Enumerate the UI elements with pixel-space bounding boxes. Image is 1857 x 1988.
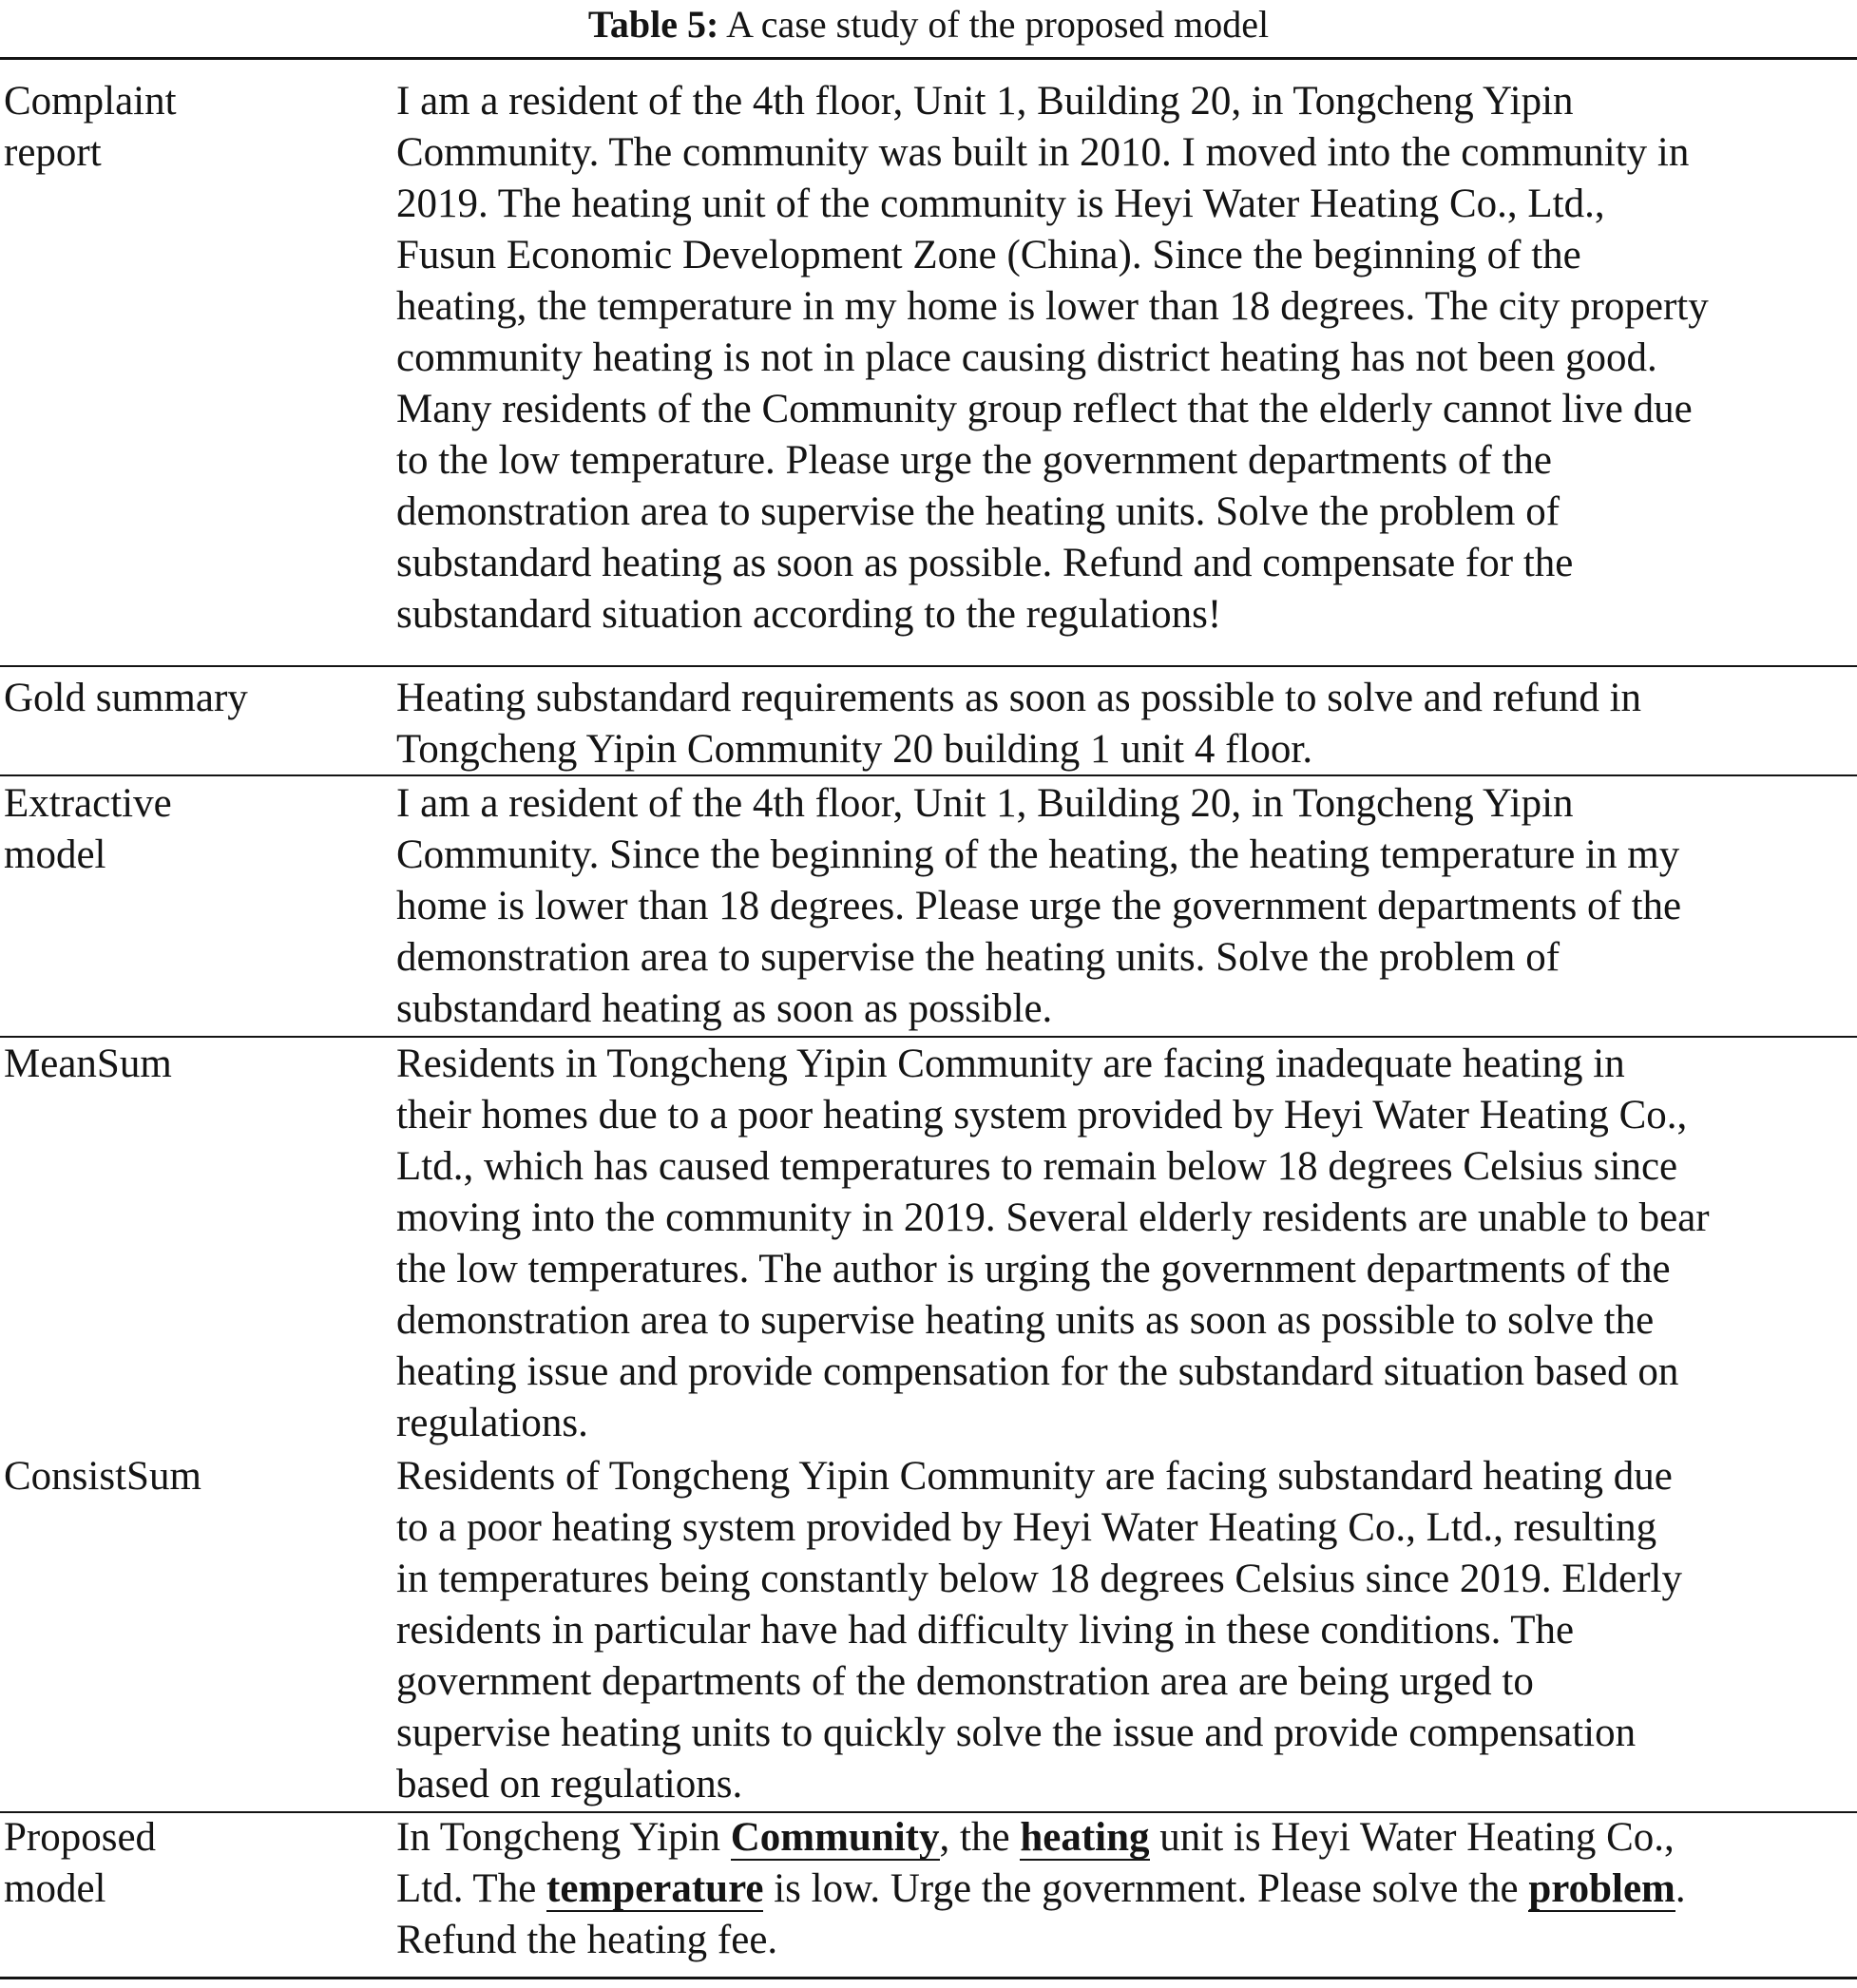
text-line: [396, 1915, 1857, 1966]
row-label-line: Gold summary: [4, 676, 248, 720]
table-bottom-rule: [0, 1977, 1857, 1979]
segment: unit is Heyi Water Heating Co.,: [1149, 1815, 1675, 1860]
text-line: substandard situation according to the regulations!: [396, 592, 1222, 637]
text-line: demonstration area to supervise the heating units. Solve the problem of: [396, 935, 1560, 980]
row-label-line: Proposed: [4, 1815, 157, 1860]
text-line: Fusun Economic Development Zone (China). Since the beginning of the: [396, 233, 1581, 277]
text-line: Residents in Tongcheng Yipin Community are facing inadequate heating in: [396, 1042, 1625, 1086]
text-line: Community. The community was built in 2010. I moved into the community in: [396, 130, 1690, 175]
segment: is low. Urge the government. Please solve the: [763, 1866, 1529, 1911]
segment: Ltd. The: [396, 1866, 547, 1911]
row-label-complaint-report: [4, 76, 365, 179]
text-line: to a poor heating system provided by Heyi Water Heating Co., Ltd., resulting: [396, 1505, 1657, 1550]
table-caption: [0, 2, 1857, 48]
row-label-consistsum: [4, 1451, 365, 1502]
keyword-highlight: temperature: [546, 1866, 764, 1911]
text-line: the low temperatures. The author is urging the government departments of the: [396, 1247, 1671, 1291]
text-line: moving into the community in 2019. Several elderly residents are unable to bear: [396, 1195, 1710, 1240]
text-line: residents in particular have had difficulty living in these conditions. The: [396, 1608, 1575, 1653]
table-top-rule: [0, 57, 1857, 60]
text-line: to the low temperature. Please urge the government departments of the: [396, 438, 1552, 483]
row-label-line: model: [4, 832, 106, 877]
row-label-gold-summary: [4, 673, 365, 724]
keyword-highlight: Community: [730, 1815, 940, 1860]
text-line: [396, 1812, 1857, 1864]
row-text-proposed-model: [396, 1812, 1857, 1966]
text-line: Ltd., which has caused temperatures to remain below 18 degrees Celsius since: [396, 1144, 1678, 1189]
text-line: home is lower than 18 degrees. Please urge the government departments of the: [396, 884, 1682, 928]
text-line: their homes due to a poor heating system provided by Heyi Water Heating Co.,: [396, 1093, 1688, 1137]
caption-label: Table 5:: [587, 3, 719, 46]
text-line: [396, 1864, 1857, 1915]
row-label-meansum: [4, 1039, 365, 1090]
text-line: Tongcheng Yipin Community 20 building 1 unit 4 floor.: [396, 727, 1313, 772]
text-line: Residents of Tongcheng Yipin Community are facing substandard heating due: [396, 1454, 1673, 1499]
text-line: heating issue and provide compensation for the substandard situation based on: [396, 1349, 1679, 1394]
text-line: Heating substandard requirements as soon as possible to solve and refund in: [396, 676, 1642, 720]
row-label-line: Extractive: [4, 781, 172, 826]
row-label-proposed-model: [4, 1812, 365, 1915]
text-line: in temperatures being constantly below 18 degrees Celsius since 2019. Elderly: [396, 1557, 1682, 1601]
row-divider: [0, 774, 1857, 776]
text-line: 2019. The heating unit of the community is Heyi Water Heating Co., Ltd.,: [396, 182, 1605, 226]
text-line: based on regulations.: [396, 1762, 743, 1806]
text-line: substandard heating as soon as possible. Refund and compensate for the: [396, 541, 1574, 585]
keyword-highlight: heating: [1020, 1815, 1150, 1860]
text-line: heating, the temperature in my home is lower than 18 degrees. The city property: [396, 284, 1709, 329]
segment: Refund the heating fee.: [396, 1918, 778, 1962]
row-label-line: model: [4, 1866, 106, 1911]
row-label-line: MeanSum: [4, 1042, 172, 1086]
text-line: regulations.: [396, 1401, 588, 1445]
row-label-extractive-model: [4, 778, 365, 881]
text-line: Many residents of the Community group reflect that the elderly cannot live due: [396, 387, 1693, 431]
row-label-line: ConsistSum: [4, 1454, 201, 1499]
row-text-complaint-report: [396, 76, 1857, 640]
text-line: demonstration area to supervise the heating units. Solve the problem of: [396, 489, 1560, 534]
keyword-highlight: problem: [1528, 1866, 1675, 1911]
row-text-consistsum: [396, 1451, 1857, 1810]
text-line: I am a resident of the 4th floor, Unit 1, Building 20, in Tongcheng Yipin: [396, 79, 1574, 124]
row-text-extractive-model: [396, 778, 1857, 1035]
segment: In Tongcheng Yipin: [396, 1815, 731, 1860]
text-line: community heating is not in place causing district heating has not been good.: [396, 335, 1657, 380]
row-divider: [0, 1036, 1857, 1038]
text-line: government departments of the demonstration area are being urged to: [396, 1659, 1534, 1704]
segment: .: [1675, 1866, 1686, 1911]
segment: , the: [939, 1815, 1021, 1860]
caption-text: A case study of the proposed model: [726, 3, 1270, 46]
row-label-line: report: [4, 130, 102, 175]
row-text-gold-summary: [396, 673, 1857, 775]
text-line: substandard heating as soon as possible.: [396, 986, 1053, 1031]
text-line: demonstration area to supervise heating units as soon as possible to solve the: [396, 1298, 1655, 1343]
text-line: I am a resident of the 4th floor, Unit 1, Building 20, in Tongcheng Yipin: [396, 781, 1574, 826]
text-line: Community. Since the beginning of the heating, the heating temperature in my: [396, 832, 1680, 877]
row-divider: [0, 665, 1857, 667]
row-text-meansum: [396, 1039, 1857, 1449]
text-line: supervise heating units to quickly solve the issue and provide compensation: [396, 1711, 1637, 1755]
row-label-line: Complaint: [4, 79, 177, 124]
